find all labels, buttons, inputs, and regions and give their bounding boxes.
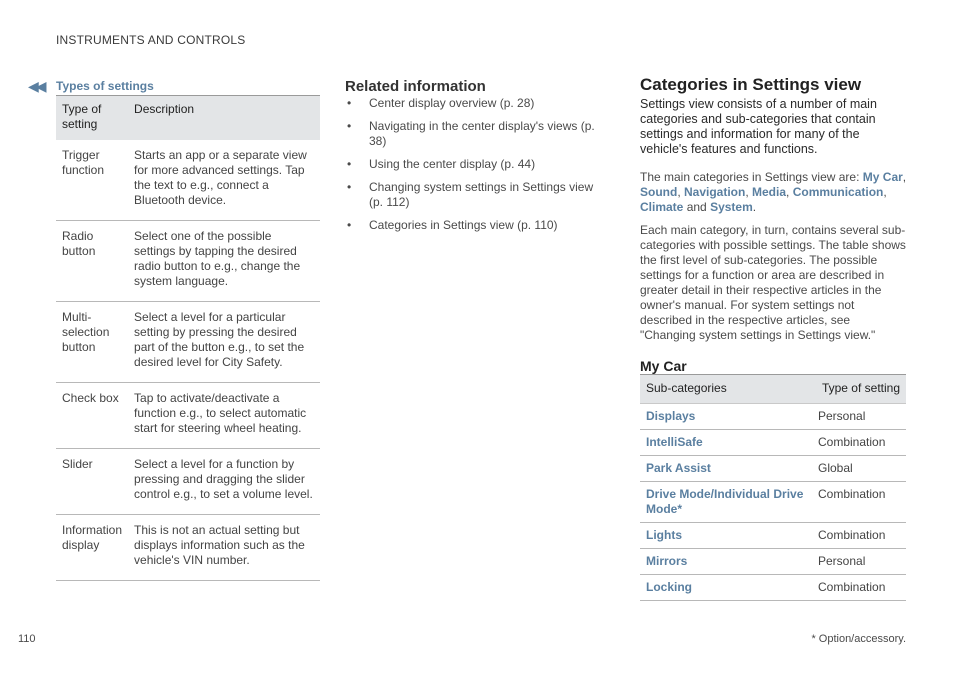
table-header-description: Description	[128, 96, 320, 141]
setting-type-value: Personal	[812, 549, 906, 575]
setting-type: Multi-selection button	[56, 302, 128, 383]
table-row	[56, 221, 320, 302]
body-paragraph: Each main category, in turn, contains several sub-categories with possible settings. The table shows the first level of sub-categories. The possible settings for a function or area are described in greater detail in their respective articles in the owner's manual. For system settings not described in the respective articles, see "Changing system settings in Settings view."	[640, 223, 906, 342]
separator: ,	[786, 185, 793, 199]
setting-type-value: Combination	[812, 523, 906, 549]
separator: ,	[883, 185, 887, 199]
categories-title: Categories in Settings view	[640, 75, 862, 94]
setting-type-value: Combination	[812, 430, 906, 456]
bullet-icon: •	[347, 96, 352, 110]
list-item[interactable]	[345, 157, 610, 172]
setting-description: Select one of the possible settings by tapping the desired radio button to e.g., change the system language.	[128, 221, 320, 302]
list-item[interactable]	[345, 119, 610, 149]
related-information-list	[345, 96, 610, 241]
setting-type-value: Combination	[812, 575, 906, 601]
list-item[interactable]	[345, 180, 610, 210]
setting-type: Slider	[56, 449, 128, 515]
category-link-climate[interactable]: Climate	[640, 200, 684, 214]
period: .	[752, 200, 757, 214]
setting-description: Tap to activate/deactivate a function e.g., to select automatic start for steering wheel heating.	[128, 383, 320, 449]
category-link-my-car[interactable]: My Car	[862, 170, 903, 184]
related-link[interactable]: Categories in Settings view (p. 110)	[369, 218, 558, 232]
table-row	[56, 449, 320, 515]
section-header: INSTRUMENTS AND CONTROLS	[56, 33, 246, 47]
related-link[interactable]: Changing system settings in Settings view (p. 112)	[369, 180, 594, 209]
bullet-icon: •	[347, 180, 352, 194]
setting-type-value: Global	[812, 456, 906, 482]
separator: ,	[745, 185, 753, 199]
setting-type: Trigger function	[56, 140, 128, 221]
setting-description: Starts an app or a separate view for more advanced settings. Tap the text to e.g., connect a Bluetooth device.	[128, 140, 320, 221]
table-header-type: Type of setting	[56, 96, 128, 141]
table-row	[640, 404, 906, 430]
intro-paragraph: Settings view consists of a number of main categories and sub-categories that contain settings and information for many of the vehicle's features and functions.	[640, 97, 877, 156]
back-arrows-icon[interactable]: ◀◀	[28, 78, 44, 94]
main-categories-paragraph	[640, 170, 908, 215]
list-item[interactable]	[345, 218, 610, 233]
bullet-icon: •	[347, 119, 352, 133]
related-information-title: Related information	[345, 78, 486, 95]
sub-category-link[interactable]: Drive Mode/Individual Drive Mode*	[640, 482, 812, 523]
setting-type-value: Personal	[812, 404, 906, 430]
setting-type: Radio button	[56, 221, 128, 302]
table-row	[640, 482, 906, 523]
main-categories-prefix: The main categories in Settings view are:	[640, 170, 863, 184]
table-row	[640, 456, 906, 482]
sub-category-link[interactable]: Displays	[640, 404, 812, 430]
footnote: * Option/accessory.	[811, 633, 906, 645]
table-row	[640, 575, 906, 601]
sub-category-link[interactable]: Lights	[640, 523, 812, 549]
sub-category-link[interactable]: Mirrors	[640, 549, 812, 575]
table-row	[56, 140, 320, 221]
setting-description: This is not an actual setting but displays information such as the vehicle's VIN number.	[128, 515, 320, 581]
related-link[interactable]: Navigating in the center display's views (p. 38)	[369, 119, 595, 148]
table-row	[56, 515, 320, 581]
table-row	[640, 430, 906, 456]
setting-type: Information display	[56, 515, 128, 581]
setting-type: Check box	[56, 383, 128, 449]
category-link-system[interactable]: System	[710, 200, 753, 214]
sub-category-link[interactable]: Park Assist	[640, 456, 812, 482]
category-link-sound[interactable]: Sound	[640, 185, 678, 199]
my-car-title: My Car	[640, 358, 687, 374]
table-header-type-of-setting: Type of setting	[812, 375, 906, 404]
category-link-navigation[interactable]: Navigation	[684, 185, 746, 199]
types-of-settings-table	[56, 95, 320, 581]
table-row	[56, 383, 320, 449]
and-word: and	[683, 200, 711, 214]
table-row	[56, 302, 320, 383]
related-link[interactable]: Using the center display (p. 44)	[369, 157, 536, 171]
sub-category-link[interactable]: IntelliSafe	[640, 430, 812, 456]
separator: ,	[677, 185, 684, 199]
sub-category-link[interactable]: Locking	[640, 575, 812, 601]
table-header-sub-categories: Sub-categories	[640, 375, 812, 404]
list-item[interactable]	[345, 96, 610, 111]
separator: ,	[902, 170, 907, 184]
bullet-icon: •	[347, 218, 352, 232]
my-car-table	[640, 374, 906, 601]
setting-type-value: Combination	[812, 482, 906, 523]
setting-description: Select a level for a function by pressing and dragging the slider control e.g., to set a volume level.	[128, 449, 320, 515]
setting-description: Select a level for a particular setting by pressing the desired part of the button e.g., to set the desired level for City Safety.	[128, 302, 320, 383]
category-link-media[interactable]: Media	[752, 185, 787, 199]
page-number: 110	[18, 633, 36, 645]
types-of-settings-title: Types of settings	[56, 79, 154, 93]
category-link-communication[interactable]: Communication	[792, 185, 884, 199]
table-row	[640, 523, 906, 549]
table-row	[640, 549, 906, 575]
bullet-icon: •	[347, 157, 352, 171]
related-link[interactable]: Center display overview (p. 28)	[369, 96, 535, 110]
